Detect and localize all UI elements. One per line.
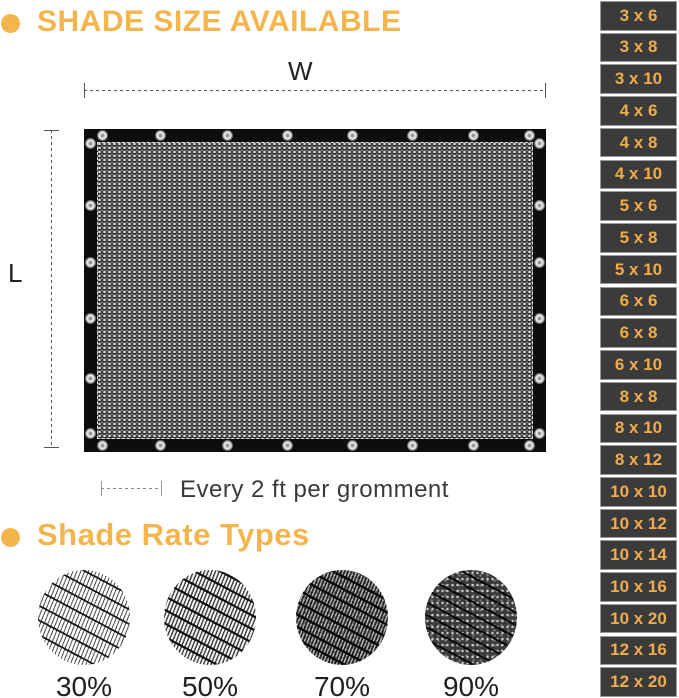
grommet-spacing-tick-left — [101, 481, 102, 496]
grommet-icon — [222, 130, 233, 141]
size-option: 6 x 6 — [600, 287, 677, 317]
grommet-icon — [534, 138, 545, 149]
grommet-note: Every 2 ft per gromment — [180, 476, 449, 503]
width-dimension-label: W — [288, 56, 313, 86]
bullet-icon — [1, 528, 20, 547]
width-tick-right — [545, 83, 546, 98]
size-option: 4 x 6 — [600, 96, 677, 126]
size-option: 6 x 8 — [600, 318, 677, 348]
size-list — [600, 1, 677, 697]
grommet-icon — [282, 130, 293, 141]
size-option: 10 x 16 — [600, 572, 677, 602]
grommet-icon — [534, 257, 545, 268]
grommet-icon — [85, 138, 96, 149]
grommet-icon — [347, 130, 358, 141]
grommet-icon — [407, 130, 418, 141]
shade-swatch-70 — [296, 570, 388, 665]
mesh-fabric — [97, 142, 533, 439]
shade-rate-label: 50% — [181, 671, 239, 698]
shade-rate-label: 90% — [442, 671, 500, 698]
grommet-icon — [534, 200, 545, 211]
grommet-icon — [85, 200, 96, 211]
shade-rate-label: 30% — [55, 671, 113, 698]
grommet-icon — [282, 440, 293, 451]
size-option: 5 x 6 — [600, 191, 677, 221]
grommet-icon — [85, 428, 96, 439]
grommet-icon — [534, 428, 545, 439]
grommet-icon — [524, 130, 535, 141]
grommet-icon — [155, 440, 166, 451]
width-dimension-line — [84, 90, 546, 91]
grommet-icon — [222, 440, 233, 451]
shade-swatch-90 — [425, 570, 517, 665]
shade-rate-heading: Shade Rate Types — [37, 517, 310, 552]
size-option: 8 x 12 — [600, 445, 677, 475]
size-option: 10 x 10 — [600, 477, 677, 507]
size-option: 4 x 10 — [600, 160, 677, 190]
size-option: 4 x 8 — [600, 128, 677, 158]
grommet-icon — [347, 440, 358, 451]
shade-net-illustration — [84, 129, 546, 452]
size-option: 8 x 10 — [600, 414, 677, 444]
size-option: 10 x 12 — [600, 509, 677, 539]
bullet-icon — [1, 14, 20, 33]
grommet-icon — [155, 130, 166, 141]
grommet-spacing-tick-right — [161, 481, 162, 496]
size-option: 3 x 8 — [600, 33, 677, 63]
grommet-icon — [468, 130, 479, 141]
size-option: 12 x 16 — [600, 636, 677, 666]
size-option: 3 x 10 — [600, 64, 677, 94]
size-option: 5 x 10 — [600, 255, 677, 285]
shade-swatch-50 — [164, 570, 256, 665]
size-option: 8 x 8 — [600, 382, 677, 412]
size-option: 6 x 10 — [600, 350, 677, 380]
grommet-icon — [85, 257, 96, 268]
length-dimension-line — [51, 130, 52, 448]
grommet-icon — [468, 440, 479, 451]
length-dimension-label: L — [8, 258, 23, 288]
grommet-icon — [97, 130, 108, 141]
size-option: 5 x 8 — [600, 223, 677, 253]
grommet-icon — [85, 313, 96, 324]
grommet-icon — [97, 440, 108, 451]
size-option: 3 x 6 — [600, 1, 677, 31]
shade-rate-label: 70% — [313, 671, 371, 698]
size-option: 10 x 14 — [600, 540, 677, 570]
shade-size-heading: SHADE SIZE AVAILABLE — [37, 5, 402, 38]
shade-swatch-30 — [38, 570, 130, 665]
length-tick-top — [44, 130, 59, 131]
grommet-icon — [524, 440, 535, 451]
grommet-icon — [407, 440, 418, 451]
size-option: 10 x 20 — [600, 604, 677, 634]
length-tick-bottom — [44, 447, 59, 448]
size-option: 12 x 20 — [600, 667, 677, 697]
grommet-spacing-line — [101, 488, 162, 489]
grommet-icon — [534, 373, 545, 384]
width-tick-left — [84, 83, 85, 98]
grommet-icon — [85, 373, 96, 384]
grommet-icon — [534, 313, 545, 324]
